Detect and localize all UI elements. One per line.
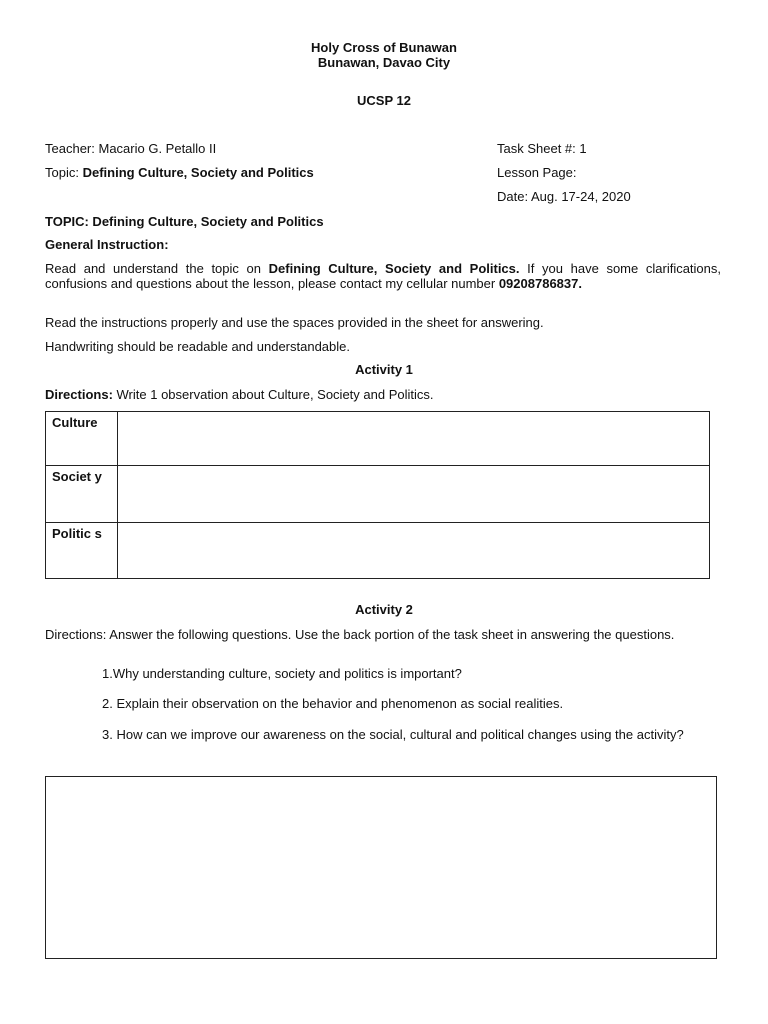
general-instruction-paragraph bbox=[45, 261, 721, 291]
teacher-label: Teacher: bbox=[45, 141, 99, 156]
instruction-topic: Defining Culture, Society and Politics. bbox=[268, 261, 520, 276]
teacher-line bbox=[45, 141, 216, 156]
date: Date: Aug. 17-24, 2020 bbox=[497, 189, 631, 204]
activity2-title: Activity 2 bbox=[355, 602, 413, 617]
answer-box[interactable] bbox=[45, 776, 717, 959]
instruction-text-2: If you have some clarifications, confusions and questions about the lesson, please contact my cellular number bbox=[45, 261, 722, 291]
question-3 bbox=[102, 727, 720, 742]
topic-label: Topic: bbox=[45, 165, 83, 180]
row-label-culture: Culture bbox=[46, 412, 118, 466]
question-1: 1.Why understanding culture, society and politics is important? bbox=[102, 666, 462, 681]
activity1-directions-text: Write 1 observation about Culture, Society and Politics. bbox=[112, 387, 434, 402]
topic-line bbox=[45, 165, 314, 180]
table-row bbox=[46, 412, 710, 466]
school-location: Bunawan, Davao City bbox=[317, 55, 451, 70]
question-2: 2. Explain their observation on the behavior and phenomenon as social realities. bbox=[102, 696, 564, 711]
activity1-directions bbox=[45, 387, 434, 402]
activity1-directions-label: Directions: bbox=[45, 387, 113, 402]
row-label-politics: Politic s bbox=[46, 523, 118, 579]
instruction-spaces: Read the instructions properly and use the spaces provided in the sheet for answering. bbox=[45, 315, 544, 330]
topic-value: Defining Culture, Society and Politics bbox=[82, 165, 314, 180]
general-instruction-heading: General Instruction: bbox=[45, 237, 169, 252]
row-label-society: Societ y bbox=[46, 466, 118, 523]
topic-heading: TOPIC: Defining Culture, Society and Politics bbox=[45, 214, 324, 229]
activity1-title: Activity 1 bbox=[355, 362, 413, 377]
task-sheet-number: Task Sheet #: 1 bbox=[497, 141, 587, 156]
course-code: UCSP 12 bbox=[357, 93, 411, 108]
lesson-page: Lesson Page: bbox=[497, 165, 577, 180]
answer-cell-politics[interactable] bbox=[118, 523, 710, 579]
activity2-directions: Directions: Answer the following questions. Use the back portion of the task sheet in answering the questions. bbox=[45, 627, 675, 642]
answer-cell-culture[interactable] bbox=[118, 412, 710, 466]
contact-number: 09208786837. bbox=[498, 276, 582, 291]
instruction-handwriting: Handwriting should be readable and understandable. bbox=[45, 339, 350, 354]
question-3-text: 3. How can we improve our awareness on the social, cultural and political changes using the activity? bbox=[102, 727, 684, 742]
teacher-name: Macario G. Petallo II bbox=[98, 141, 217, 156]
instruction-text-1: Read and understand the topic on bbox=[45, 261, 269, 276]
school-name: Holy Cross of Bunawan bbox=[311, 40, 457, 55]
answer-cell-society[interactable] bbox=[118, 466, 710, 523]
table-row bbox=[46, 523, 710, 579]
table-row bbox=[46, 466, 710, 523]
activity1-table bbox=[45, 411, 710, 579]
